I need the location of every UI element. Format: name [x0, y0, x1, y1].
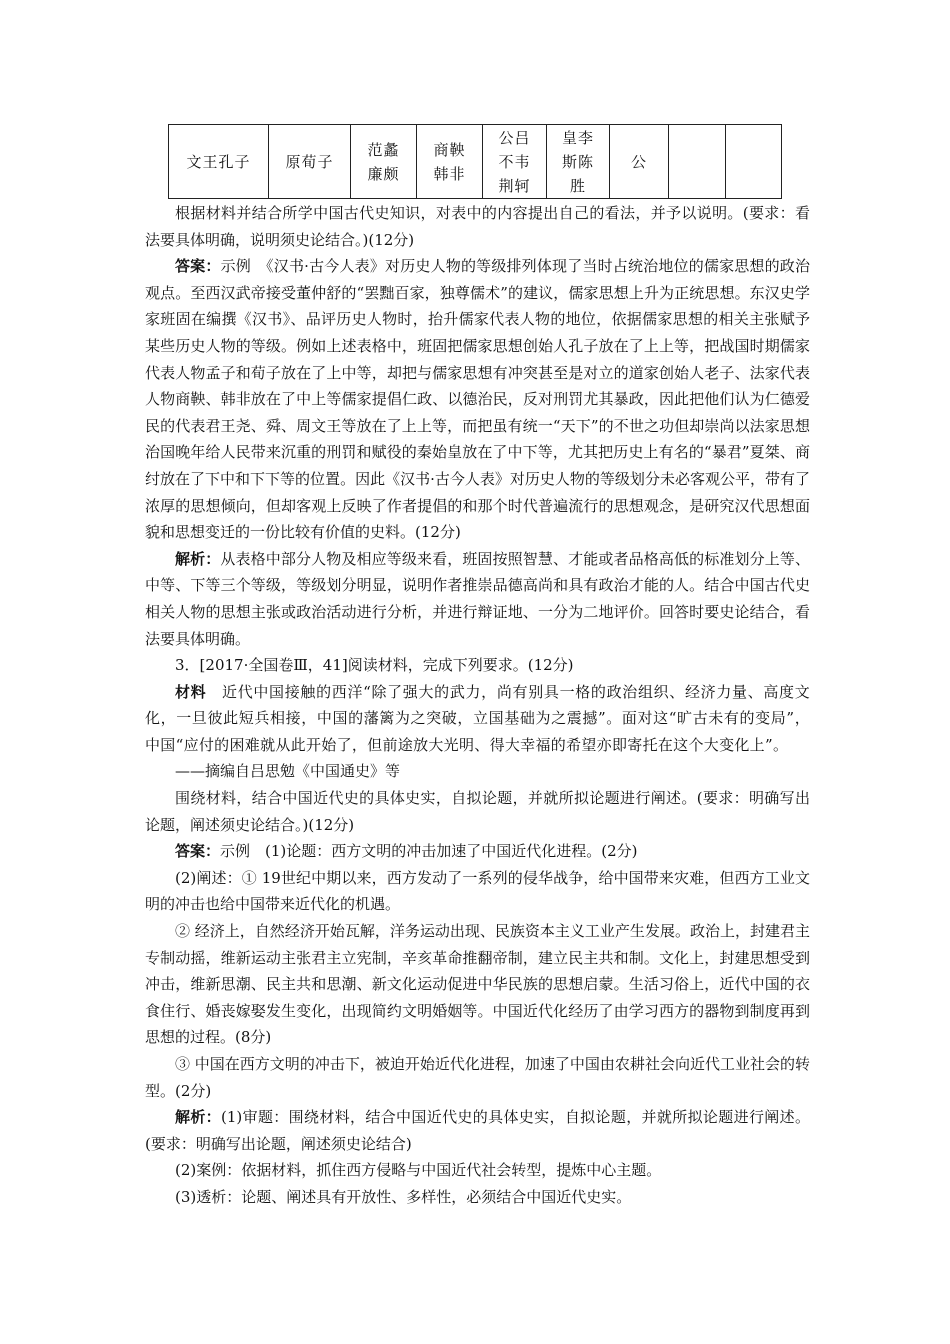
table-row — [169, 125, 782, 199]
q3-analysis-2: (2)案例：依据材料，抓住西方侵略与中国近代社会转型，提炼中心主题。 — [175, 1161, 662, 1180]
analysis-label: 解析： — [175, 549, 221, 568]
analysis-label: 解析： — [175, 1108, 222, 1127]
answer-point-3: ③ 中国在西方文明的冲击下，被迫开始近代化进程，加速了中国由农耕社会向近代工业社会的转型。(2分) — [145, 1055, 810, 1100]
table-cell: 原荀子 — [269, 125, 351, 199]
table-cell: 范蠡 廉颇 — [351, 125, 417, 199]
q2-prompt: 根据材料并结合所学中国古代史知识，对表中的内容提出自己的看法，并予以说明。(要求：看法要具体明确，说明须史论结合。)(12分) — [145, 204, 810, 249]
table-cell: 公 — [610, 125, 669, 199]
material-label: 材料 — [175, 682, 207, 701]
q3-analysis-3: (3)透析：论题、阐述具有开放性、多样性，必须结合中国近代史实。 — [175, 1187, 632, 1206]
q2-analysis — [145, 546, 810, 652]
table-cell: 公吕 不韦 荆轲 — [483, 125, 547, 199]
q3-analysis-1 — [145, 1104, 810, 1157]
analysis-text: (1)审题：围绕材料，结合中国近代史的具体史实，自拟论题，并就所拟论题进行阐述。(要求：明确写出论题，阐述须史论结合) — [145, 1108, 810, 1153]
answer-text: 示例 《汉书·古今人表》对历史人物的等级排列体现了当时占统治地位的儒家思想的政治观点。至西汉武帝接受董仲舒的“罢黜百家，独尊儒术”的建议，儒家思想上升为正统思想。东汉史学家班固在编撰《汉书》、品评历史人物时，抬升儒家代表人物的地位，依据儒家思想的相关主张赋予某些历史人物的等级。例如上述表格中，班固把儒家思想创始人孔子放在了上上等，把战国时期儒家代表人物孟子和荀子放在了上中等，却把与儒家思想有冲突甚至是对立的道家创始人老子、法家代表人物商鞅、韩非放在了中上等儒家提倡仁政、以德治民，反对刑罚尤其暴政，因此把他们认为仁德爱民的代表君王尧、舜、周文王等放在了上上等，而把虽有统一“天下”的不世之功但却崇尚以法家思想治国晚年给人民带来沉重的刑罚和赋役的秦始皇放在了中下等，尤其把历史上有名的“暴君”夏桀、商纣放在了下中和下下等的位置。因此《汉书·古今人表》对历史人物的等级划分未必客观公平，带有了浓厚的思想倾向，但却客观上反映了作者提倡的和那个时代普遍流行的思想观念，是研究汉代思想面貌和思想变迁的一份比较有价值的史料。(12分) — [145, 257, 810, 542]
table-cell: 商鞅 韩非 — [417, 125, 483, 199]
answer-point-2: ② 经济上，自然经济开始瓦解，洋务运动出现、民族资本主义工业产生发展。政治上，封建君主专制动摇，维新运动主张君主立宪制，辛亥革命推翻帝制，建立民主共和制。文化上，封建思想受到冲击，维新思潮、民主共和思潮、新文化运动促进中华民族的思想启蒙。生活习俗上，近代中国的衣食住行、婚丧嫁娶发生变化，出现简约文明婚姻等。中国近代化经历了由学习西方的器物到制度再到思想的过程。(8分) — [145, 922, 810, 1047]
table-cell: 文王孔子 — [169, 125, 269, 199]
answer-topic: 示例 (1)论题：西方文明的冲击加速了中国近代化进程。(2分) — [220, 842, 638, 861]
historical-figures-table — [168, 124, 782, 199]
document-body — [145, 200, 810, 1211]
answer-label: 答案： — [175, 257, 221, 276]
q3-answer — [145, 838, 810, 865]
table-cell — [669, 125, 726, 199]
material-text: 近代中国接触的西洋“除了强大的武力，尚有别具一格的政治组织、经济力量、高度文化，一旦彼此短兵相接，中国的藩篱为之突破，立国基础为之震撼”。面对这“旷古未有的变局”，中国“应付的困难就从此开始了，但前途放大光明、得大幸福的希望亦即寄托在这个大变化上”。 — [145, 682, 810, 754]
material-source: ——摘编自吕思勉《中国通史》等 — [175, 762, 401, 781]
table-cell: 皇李 斯陈 胜 — [547, 125, 610, 199]
q3-prompt: 围绕材料，结合中国近代史的具体史实，自拟论题，并就所拟论题进行阐述。(要求：明确写出论题，阐述须史论结合。)(12分) — [145, 789, 810, 834]
answer-label: 答案： — [175, 842, 221, 861]
q3-title: 3．[2017·全国卷Ⅲ，41]阅读材料，完成下列要求。(12分) — [175, 656, 574, 675]
answer-point-1: (2)阐述：① 19世纪中期以来，西方发动了一系列的侵华战争，给中国带来灾难，但西方工业文明的冲击也给中国带来近代化的机遇。 — [145, 868, 810, 914]
q2-answer — [145, 253, 810, 546]
q3-material — [145, 679, 810, 759]
analysis-text: 从表格中部分人物及相应等级来看，班固按照智慧、才能或者品格高低的标准划分上等、中等、下等三个等级，等级划分明显，说明作者推崇品德高尚和具有政治才能的人。结合中国古代史相关人物的思想主张或政治活动进行分析，并进行辩证地、一分为二地评价。回答时要史论结合，看法要具体明确。 — [145, 549, 810, 648]
table-cell — [726, 125, 782, 199]
